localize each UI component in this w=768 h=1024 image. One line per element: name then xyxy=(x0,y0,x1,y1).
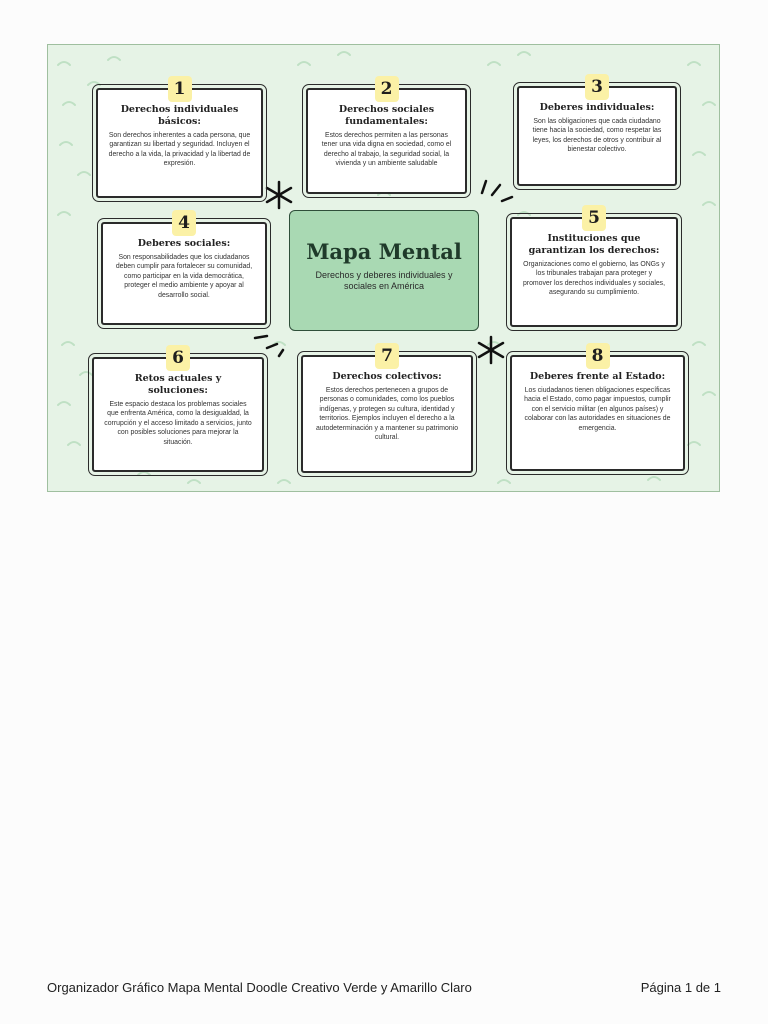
card-number-badge: 6 xyxy=(166,345,190,371)
card-number-badge: 3 xyxy=(585,74,609,100)
card-title: Deberes individuales: xyxy=(539,102,655,113)
card-text: Son las obligaciones que cada ciudadano tiene hacia la sociedad, como respetar las leyes, los derechos de otros y contribuir al bienestar colectivo. xyxy=(532,118,662,154)
card-title: Derechos colectivos: xyxy=(332,371,442,382)
dash-doodle-icon xyxy=(253,330,289,358)
card-text: Organizaciones como el gobierno, las ONGs y los tribunales trabajan para proteger y promover los derechos individuales y sociales, asegurando su cumplimiento. xyxy=(522,261,666,297)
card-1 xyxy=(96,79,263,198)
card-5 xyxy=(510,208,678,327)
card-text: Son responsabilidades que los ciudadanos deben cumplir para fortalecer su comunidad, como participar en la vida democrática, proteger el medio ambiente y apoyar al desarrollo social. xyxy=(115,254,253,299)
card-3 xyxy=(517,77,677,186)
card-number-badge: 4 xyxy=(172,210,196,236)
card-number-badge: 8 xyxy=(586,343,610,369)
card-number-badge: 7 xyxy=(375,343,399,369)
center-subtitle: Derechos y deberes individuales y sociales en América xyxy=(315,270,453,291)
card-text: Son derechos inherentes a cada persona, que garantizan su libertad y seguridad. Incluyen el derecho a la vida, la privacidad y la libertad de expresión. xyxy=(108,132,251,168)
card-text: Este espacio destaca los problemas sociales que enfrenta América, como la desigualdad, la corrupción y el acceso limitado a servicios, junto con posibles soluciones para mejorar la situación. xyxy=(104,401,252,446)
card-8 xyxy=(510,346,685,471)
card-title: Instituciones que garantizan los derechos: xyxy=(528,233,660,256)
card-title: Derechos individuales básicos: xyxy=(120,104,239,127)
card-title: Retos actuales y soluciones: xyxy=(134,373,222,396)
mind-map-poster xyxy=(47,44,720,492)
asterisk-doodle-icon xyxy=(476,335,506,365)
card-text: Estos derechos pertenecen a grupos de personas o comunidades, como los pueblos indígenas, y protegen su cultura, identidad y territorios. Ejemplos incluyen el derecho a la autodeterminación y a mantener su patrimonio cultural. xyxy=(315,387,459,442)
card-title: Deberes sociales: xyxy=(137,238,231,249)
card-number-badge: 1 xyxy=(168,76,192,102)
card-2 xyxy=(306,79,467,194)
dash-doodle-icon xyxy=(478,177,514,205)
card-4 xyxy=(101,213,267,325)
card-title: Deberes frente al Estado: xyxy=(529,371,666,382)
central-topic xyxy=(289,210,479,331)
document-title: Organizador Gráfico Mapa Mental Doodle Creativo Verde y Amarillo Claro xyxy=(47,980,472,995)
page-indicator: Página 1 de 1 xyxy=(640,980,721,995)
card-number-badge: 5 xyxy=(582,205,606,231)
card-number-badge: 2 xyxy=(375,76,399,102)
card-6 xyxy=(92,348,264,472)
card-text: Los ciudadanos tienen obligaciones específicas hacia el Estado, como pagar impuestos, cumplir con el servicio militar (en algunos países) y colaborar con las autoridades en situaciones de emergencia. xyxy=(524,387,671,432)
center-title: Mapa Mental xyxy=(306,239,462,264)
asterisk-doodle-icon xyxy=(264,180,294,210)
card-title: Derechos sociales fundamentales: xyxy=(338,104,435,127)
card-text: Estos derechos permiten a las personas tener una vida digna en sociedad, como el derecho al trabajo, la seguridad social, la vivienda y un ambiente saludable xyxy=(321,132,452,168)
card-7 xyxy=(301,346,473,473)
